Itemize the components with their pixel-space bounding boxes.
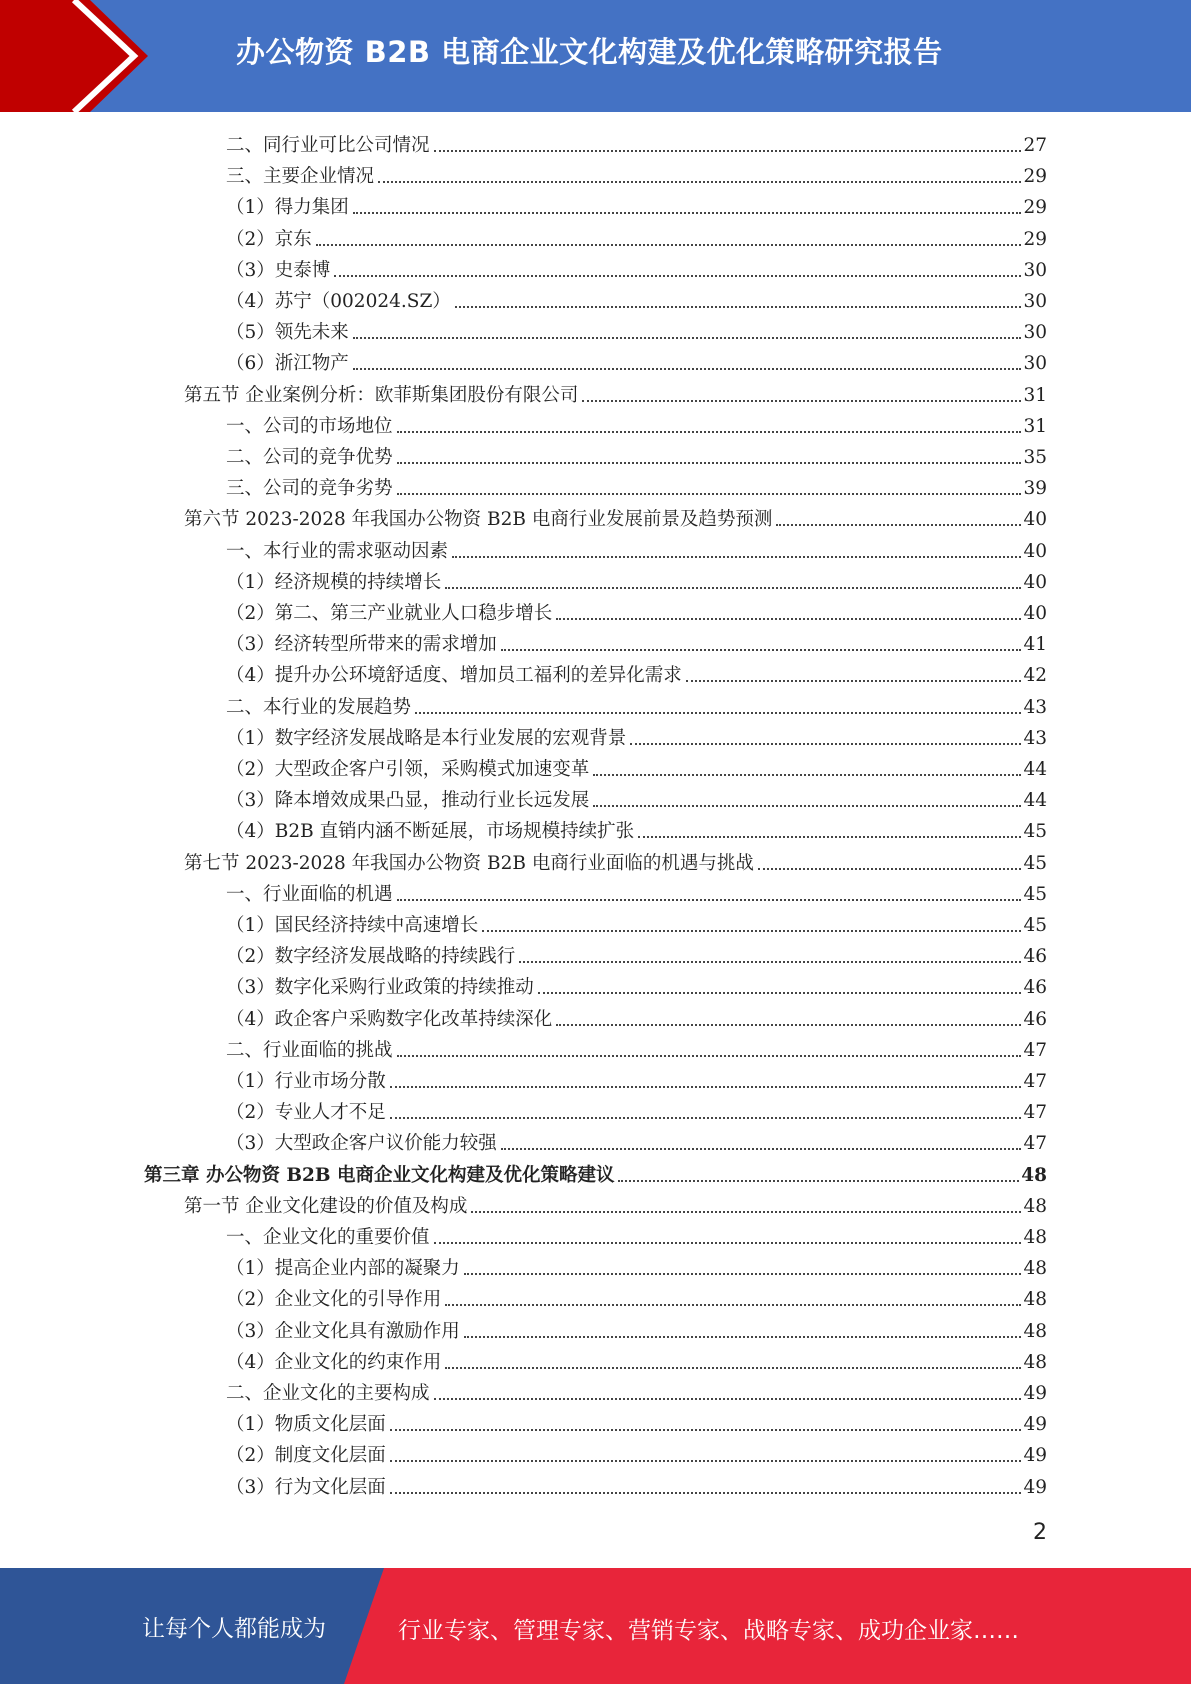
toc-entry[interactable] bbox=[226, 720, 1047, 751]
toc-entry-page: 46 bbox=[1023, 946, 1047, 968]
page-footer bbox=[0, 1568, 1191, 1684]
toc-entry[interactable] bbox=[226, 221, 1047, 252]
toc-entry-page: 49 bbox=[1023, 1383, 1047, 1404]
page-header bbox=[0, 0, 1191, 112]
toc-entry[interactable] bbox=[226, 595, 1047, 626]
toc-entry[interactable] bbox=[226, 1001, 1047, 1032]
toc-entry-page: 44 bbox=[1023, 790, 1047, 812]
toc-entry-title: 第七节 2023-2028 年我国办公物资 B2B 电商行业面临的机遇与挑战 bbox=[184, 852, 754, 874]
toc-entry[interactable] bbox=[226, 1375, 1047, 1406]
toc-leader-dots bbox=[353, 368, 1022, 370]
toc-leader-dots bbox=[415, 712, 1021, 714]
footer-slogan-left: 让每个人都能成为 bbox=[142, 1616, 326, 1642]
toc-entry-title: （4）苏宁（002024.SZ） bbox=[226, 291, 451, 312]
toc-entry-page: 31 bbox=[1023, 384, 1047, 406]
toc-entry-title: （5）领先未来 bbox=[226, 322, 349, 344]
toc-entry[interactable] bbox=[184, 1188, 1047, 1219]
toc-leader-dots bbox=[538, 992, 1022, 994]
toc-entry[interactable] bbox=[226, 533, 1047, 564]
toc-entry-title: 第五节 企业案例分析：欧菲斯集团股份有限公司 bbox=[184, 384, 579, 406]
toc-entry-page: 31 bbox=[1023, 415, 1047, 437]
toc-entry[interactable] bbox=[226, 127, 1047, 158]
toc-entry-title: （2）数字经济发展战略的持续践行 bbox=[226, 946, 516, 968]
toc-leader-dots bbox=[390, 1492, 1022, 1494]
toc-leader-dots bbox=[455, 306, 1022, 308]
toc-leader-dots bbox=[638, 836, 1021, 838]
toc-entry-title: （1）提高企业内部的凝聚力 bbox=[226, 1258, 460, 1280]
toc-entry[interactable] bbox=[226, 751, 1047, 782]
toc-entry[interactable] bbox=[184, 377, 1047, 408]
toc-entry[interactable] bbox=[226, 1032, 1047, 1063]
toc-entry[interactable] bbox=[226, 969, 1047, 1000]
toc-leader-dots bbox=[353, 212, 1022, 214]
toc-entry-title: （3）降本增效成果凸显，推动行业长远发展 bbox=[226, 790, 590, 812]
toc-entry[interactable] bbox=[226, 657, 1047, 688]
toc-entry-title: 第三章 办公物资 B2B 电商企业文化构建及优化策略建议 bbox=[144, 1164, 615, 1186]
toc-entry-page: 48 bbox=[1023, 1258, 1047, 1280]
toc-entry-page: 40 bbox=[1023, 540, 1047, 562]
toc-entry-title: （1）经济规模的持续增长 bbox=[226, 571, 442, 593]
toc-entry-title: （2）第二、第三产业就业人口稳步增长 bbox=[226, 603, 553, 624]
toc-entry[interactable] bbox=[226, 907, 1047, 938]
toc-entry-page: 49 bbox=[1023, 1445, 1047, 1467]
toc-entry-page: 48 bbox=[1023, 1227, 1047, 1248]
toc-leader-dots bbox=[776, 524, 1021, 526]
toc-entry-title: （1）国民经济持续中高速增长 bbox=[226, 915, 479, 936]
toc-entry[interactable] bbox=[226, 564, 1047, 595]
toc-entry-page: 35 bbox=[1023, 447, 1047, 468]
toc-entry-title: （4）B2B 直销内涵不断延展，市场规模持续扩张 bbox=[226, 821, 635, 843]
toc-leader-dots bbox=[445, 587, 1021, 589]
toc-leader-dots bbox=[452, 556, 1021, 558]
toc-leader-dots bbox=[556, 1024, 1021, 1026]
toc-entry-title: （2）制度文化层面 bbox=[226, 1445, 386, 1467]
toc-entry-title: （3）行为文化层面 bbox=[226, 1476, 386, 1498]
toc-entry-page: 43 bbox=[1023, 727, 1047, 749]
toc-entry-page: 46 bbox=[1023, 1008, 1047, 1030]
toc-leader-dots bbox=[353, 337, 1022, 339]
toc-entry-page: 30 bbox=[1023, 353, 1047, 375]
toc-entry-page: 30 bbox=[1023, 322, 1047, 344]
toc-entry[interactable] bbox=[226, 626, 1047, 657]
toc-entry-page: 45 bbox=[1023, 821, 1047, 843]
toc-entry-page: 29 bbox=[1023, 166, 1047, 188]
toc-leader-dots bbox=[630, 743, 1021, 745]
toc-entry-title: 二、企业文化的主要构成 bbox=[226, 1383, 430, 1404]
toc-entry[interactable] bbox=[226, 876, 1047, 907]
toc-entry-page: 45 bbox=[1023, 915, 1047, 936]
toc-leader-dots bbox=[593, 805, 1021, 807]
toc-entry-title: 一、行业面临的机遇 bbox=[226, 883, 393, 905]
toc-leader-dots bbox=[618, 1180, 1019, 1182]
toc-entry[interactable] bbox=[184, 501, 1047, 532]
toc-entry-page: 30 bbox=[1023, 259, 1047, 281]
toc-entry-page: 43 bbox=[1023, 696, 1047, 718]
toc-entry-page: 30 bbox=[1023, 291, 1047, 312]
toc-leader-dots bbox=[445, 1367, 1021, 1369]
toc-leader-dots bbox=[390, 1117, 1022, 1119]
toc-entry-page: 47 bbox=[1023, 1071, 1047, 1092]
toc-entry-page: 48 bbox=[1021, 1164, 1047, 1186]
toc-leader-dots bbox=[501, 1148, 1022, 1150]
toc-entry[interactable] bbox=[226, 1406, 1047, 1437]
toc-entry-title: （3）史泰博 bbox=[226, 259, 331, 281]
toc-entry-page: 39 bbox=[1023, 478, 1047, 500]
toc-leader-dots bbox=[556, 618, 1021, 620]
toc-entry-title: （3）企业文化具有激励作用 bbox=[226, 1320, 460, 1342]
toc-leader-dots bbox=[519, 961, 1021, 963]
toc-leader-dots bbox=[390, 1429, 1022, 1431]
toc-leader-dots bbox=[334, 275, 1021, 277]
toc-entry[interactable] bbox=[226, 1437, 1047, 1468]
toc-entry[interactable] bbox=[226, 1344, 1047, 1375]
toc-leader-dots bbox=[464, 1336, 1022, 1338]
toc-entry-title: （1）数字经济发展战略是本行业发展的宏观背景 bbox=[226, 727, 627, 749]
toc-entry[interactable] bbox=[226, 345, 1047, 376]
toc-leader-dots bbox=[445, 1304, 1021, 1306]
toc-leader-dots bbox=[390, 1086, 1022, 1088]
toc-entry-title: （4）企业文化的约束作用 bbox=[226, 1351, 442, 1373]
toc-entry-page: 47 bbox=[1023, 1133, 1047, 1155]
toc-entry-page: 47 bbox=[1023, 1102, 1047, 1124]
toc-entry[interactable] bbox=[226, 938, 1047, 969]
toc-leader-dots bbox=[434, 150, 1022, 152]
toc-leader-dots bbox=[390, 1460, 1022, 1462]
toc-entry-title: （2）专业人才不足 bbox=[226, 1102, 386, 1124]
toc-leader-dots bbox=[316, 244, 1022, 246]
toc-entry[interactable] bbox=[226, 408, 1047, 439]
toc-entry[interactable] bbox=[226, 689, 1047, 720]
toc-leader-dots bbox=[582, 400, 1021, 402]
toc-entry[interactable] bbox=[226, 439, 1047, 470]
footer-slogan-right: 行业专家、管理专家、营销专家、战略专家、成功企业家…… bbox=[398, 1618, 1019, 1644]
toc-leader-dots bbox=[397, 431, 1022, 433]
document-title: 办公物资 B2B 电商企业文化构建及优化策略研究报告 bbox=[236, 35, 943, 69]
toc-entry[interactable] bbox=[226, 1313, 1047, 1344]
toc-entry-title: 二、行业面临的挑战 bbox=[226, 1039, 393, 1061]
toc-entry[interactable] bbox=[184, 845, 1047, 876]
toc-entry-title: 第六节 2023-2028 年我国办公物资 B2B 电商行业发展前景及趋势预测 bbox=[184, 509, 773, 531]
toc-leader-dots bbox=[397, 899, 1022, 901]
toc-entry-page: 49 bbox=[1023, 1414, 1047, 1436]
toc-entry[interactable] bbox=[226, 1094, 1047, 1125]
toc-entry-title: （4）政企客户采购数字化改革持续深化 bbox=[226, 1008, 553, 1030]
toc-entry-page: 48 bbox=[1023, 1289, 1047, 1311]
header-arrow-graphic bbox=[0, 0, 170, 112]
page-number: 2 bbox=[1033, 1520, 1047, 1545]
toc-leader-dots bbox=[482, 930, 1021, 932]
toc-entry[interactable] bbox=[226, 189, 1047, 220]
toc-entry-title: （3）经济转型所带来的需求增加 bbox=[226, 634, 497, 656]
toc-entry-page: 41 bbox=[1023, 634, 1047, 656]
toc-entry[interactable] bbox=[226, 1250, 1047, 1281]
toc-entry[interactable] bbox=[226, 1469, 1047, 1500]
toc-leader-dots bbox=[378, 181, 1021, 183]
toc-leader-dots bbox=[593, 774, 1021, 776]
toc-leader-dots bbox=[434, 1398, 1022, 1400]
toc-entry-page: 47 bbox=[1023, 1039, 1047, 1061]
toc-entry-title: 一、本行业的需求驱动因素 bbox=[226, 540, 449, 562]
toc-entry[interactable] bbox=[226, 1281, 1047, 1312]
toc-entry-page: 48 bbox=[1023, 1351, 1047, 1373]
toc-entry-page: 45 bbox=[1023, 883, 1047, 905]
toc-entry-page: 46 bbox=[1023, 977, 1047, 999]
toc-entry[interactable] bbox=[226, 470, 1047, 501]
toc-entry-page: 29 bbox=[1023, 197, 1047, 219]
toc-entry-title: 三、主要企业情况 bbox=[226, 166, 375, 188]
toc-entry-page: 40 bbox=[1023, 509, 1047, 531]
toc-entry-title: 一、企业文化的重要价值 bbox=[226, 1227, 430, 1248]
toc-entry-page: 45 bbox=[1023, 852, 1047, 874]
toc-leader-dots bbox=[758, 868, 1022, 870]
toc-leader-dots bbox=[397, 493, 1022, 495]
toc-entry-page: 40 bbox=[1023, 603, 1047, 624]
toc-entry-page: 44 bbox=[1023, 759, 1047, 780]
toc-entry[interactable] bbox=[226, 1219, 1047, 1250]
toc-entry[interactable] bbox=[226, 782, 1047, 813]
toc-entry-page: 48 bbox=[1023, 1195, 1047, 1217]
toc-entry[interactable] bbox=[226, 252, 1047, 283]
toc-leader-dots bbox=[501, 649, 1022, 651]
toc-leader-dots bbox=[397, 1055, 1022, 1057]
toc-leader-dots bbox=[686, 680, 1022, 682]
toc-entry-title: （2）大型政企客户引领，采购模式加速变革 bbox=[226, 759, 590, 780]
toc-entry-page: 42 bbox=[1023, 665, 1047, 687]
toc-entry-title: 二、同行业可比公司情况 bbox=[226, 135, 430, 156]
toc-entry-title: 二、本行业的发展趋势 bbox=[226, 696, 412, 718]
toc-entry-title: 三、公司的竞争劣势 bbox=[226, 478, 393, 500]
toc-entry-page: 40 bbox=[1023, 571, 1047, 593]
toc-entry[interactable] bbox=[226, 158, 1047, 189]
toc-entry-title: （4）提升办公环境舒适度、增加员工福利的差异化需求 bbox=[226, 665, 682, 687]
toc-entry-title: 一、公司的市场地位 bbox=[226, 415, 393, 437]
toc-leader-dots bbox=[397, 462, 1022, 464]
toc-entry-title: （1）行业市场分散 bbox=[226, 1071, 386, 1092]
toc-entry-title: 第一节 企业文化建设的价值及构成 bbox=[184, 1195, 468, 1217]
toc-entry-page: 48 bbox=[1023, 1320, 1047, 1342]
toc-entry[interactable] bbox=[226, 314, 1047, 345]
toc-entry[interactable] bbox=[226, 1125, 1047, 1156]
toc-entry[interactable] bbox=[226, 283, 1047, 314]
toc-entry-title: （6）浙江物产 bbox=[226, 353, 349, 375]
toc-leader-dots bbox=[471, 1211, 1021, 1213]
toc-entry[interactable] bbox=[144, 1157, 1047, 1188]
toc-entry-page: 29 bbox=[1023, 228, 1047, 250]
toc-entry-title: （3）大型政企客户议价能力较强 bbox=[226, 1133, 497, 1155]
toc-entry[interactable] bbox=[226, 813, 1047, 844]
toc-entry-page: 49 bbox=[1023, 1476, 1047, 1498]
toc-leader-dots bbox=[434, 1242, 1022, 1244]
toc-leader-dots bbox=[464, 1273, 1022, 1275]
toc-entry-title: （3）数字化采购行业政策的持续推动 bbox=[226, 977, 534, 999]
toc-entry-page: 27 bbox=[1023, 135, 1047, 156]
toc-entry-title: （2）京东 bbox=[226, 228, 312, 250]
toc-entry-title: （1）物质文化层面 bbox=[226, 1414, 386, 1436]
toc-entry-title: （1）得力集团 bbox=[226, 197, 349, 219]
toc-entry[interactable] bbox=[226, 1063, 1047, 1094]
toc-entry-title: （2）企业文化的引导作用 bbox=[226, 1289, 442, 1311]
toc-entry-title: 二、公司的竞争优势 bbox=[226, 447, 393, 468]
